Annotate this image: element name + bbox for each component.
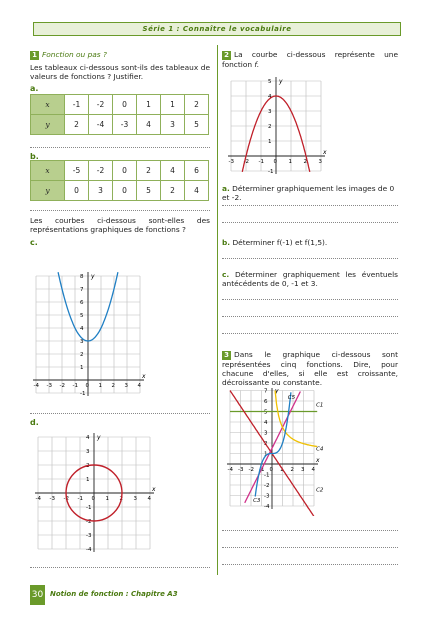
table-b-label: b. [30, 152, 39, 161]
x-tick-label: 2 [303, 159, 307, 165]
y-axis-label: y [275, 388, 279, 395]
answer-line[interactable] [222, 258, 398, 259]
table-cell: 0 [65, 181, 89, 201]
table-cell: 4 [185, 181, 209, 201]
x-tick-label: 1 [98, 383, 102, 389]
x-tick-label: 2 [290, 467, 294, 473]
y-tick-label: -3 [264, 493, 270, 500]
y-tick-label: -1 [268, 169, 274, 175]
table-cell: 4 [161, 161, 185, 181]
table-cell: 4 [137, 115, 161, 135]
y-tick-label: 6 [264, 399, 268, 405]
ex3-prompt-text: Dans le graphique ci-dessous sont représentées cinq fonctions. Dire, pour chacune d'elles, si elle est croissante, décroissante ou constante. [222, 350, 398, 387]
x-tick-label: -2 [243, 159, 249, 165]
x-tick-label: -2 [59, 383, 65, 389]
table-cell: -2 [89, 95, 113, 115]
y-tick-label: 5 [268, 79, 272, 85]
table-cell: 2 [65, 115, 89, 135]
y-tick-label: 2 [264, 441, 268, 447]
x-tick-label: 4 [147, 496, 151, 502]
table-cell: -4 [89, 115, 113, 135]
answer-line[interactable] [30, 147, 210, 148]
curve-c5 [255, 392, 291, 496]
table-a-y-row [31, 115, 209, 135]
chapter-footer: Notion de fonction : Chapitre A3 [50, 590, 178, 598]
graph-c-label: c. [30, 238, 38, 247]
x-tick-label: -3 [228, 159, 234, 165]
table-cell: 2 [161, 181, 185, 201]
table-cell: -1 [65, 95, 89, 115]
answer-line[interactable] [222, 222, 398, 223]
question-text: Déterminer graphiquement les images de 0 et -2. [222, 184, 395, 202]
y-tick-label: 2 [80, 352, 84, 358]
table-cell: 5 [185, 115, 209, 135]
answer-line[interactable] [30, 413, 210, 414]
curve-label: C1 [316, 402, 324, 409]
curve-label: C5 [287, 394, 296, 401]
table-cell: 0 [113, 95, 137, 115]
x-axis-label: x [316, 457, 320, 464]
answer-line[interactable] [222, 299, 398, 300]
curve-label: C4 [316, 446, 324, 453]
y-tick-label: 1 [86, 477, 90, 483]
ex2-question-a [222, 184, 398, 202]
table-cell: 0 [113, 161, 137, 181]
table-cell: 1 [161, 95, 185, 115]
table-a-label: a. [30, 84, 39, 93]
y-tick-label: -1 [80, 391, 86, 397]
x-tick-label: 4 [311, 467, 315, 473]
table-cell: 2 [185, 95, 209, 115]
x-tick-label: -3 [49, 496, 55, 502]
question-label: a. [222, 184, 230, 193]
y-tick-label: 1 [268, 139, 272, 145]
graph-d [30, 428, 160, 558]
y-tick-label: 5 [264, 409, 268, 416]
table-cell: y [31, 181, 65, 201]
x-tick-label: 2 [111, 383, 115, 389]
y-tick-label: 8 [80, 274, 84, 280]
y-tick-label: 7 [264, 388, 268, 395]
x-tick-label: 0 [269, 467, 273, 473]
y-axis-label: y [97, 434, 101, 441]
graph-f [222, 74, 330, 176]
y-tick-label: 4 [264, 420, 268, 426]
y-tick-label: 3 [264, 430, 268, 437]
table-cell: 3 [161, 115, 185, 135]
question-text: Déterminer f(-1) et f(1,5). [232, 238, 328, 247]
curve-label: C3 [253, 497, 261, 504]
table-cell: -2 [89, 161, 113, 181]
table-cell: x [31, 95, 65, 115]
y-tick-label: 3 [86, 449, 90, 455]
ex2-intro-text: La courbe ci-dessous représente une fonction [222, 50, 398, 69]
ex2-intro [222, 50, 398, 69]
ex3-number: 3 [222, 351, 231, 360]
table-a [30, 94, 209, 135]
y-tick-label: 7 [80, 287, 84, 293]
answer-line[interactable] [222, 316, 398, 317]
x-tick-label: -3 [238, 467, 244, 473]
table-cell: y [31, 115, 65, 135]
y-tick-label: 3 [268, 109, 272, 115]
ex1-prompt: Les tableaux ci-dessous sont-ils des tableaux de valeurs de fonctions ? Justifier. [30, 63, 210, 81]
x-tick-label: 3 [318, 159, 322, 165]
y-tick-label: -1 [264, 472, 270, 479]
graph-d-label: d. [30, 418, 39, 427]
y-tick-label: -4 [86, 547, 92, 553]
curves-prompt: Les courbes ci-dessous sont-elles des représentations graphiques de fonctions ? [30, 216, 210, 234]
table-cell: 0 [113, 181, 137, 201]
answer-line[interactable] [222, 547, 398, 548]
x-tick-label: -2 [248, 467, 254, 473]
y-tick-label: 5 [80, 313, 84, 319]
x-tick-label: -1 [258, 159, 264, 165]
x-tick-label: -1 [77, 496, 83, 502]
x-axis-label: x [323, 149, 327, 156]
x-tick-label: 3 [301, 467, 305, 473]
y-axis-label: y [91, 273, 95, 280]
table-cell: -3 [113, 115, 137, 135]
ex1-number: 1 [30, 51, 39, 60]
table-b-x-row [31, 161, 209, 181]
y-tick-label: -4 [264, 504, 270, 510]
x-tick-label: 1 [105, 496, 109, 502]
y-tick-label: -3 [86, 533, 92, 539]
y-tick-label: 1 [264, 451, 268, 458]
ex3-prompt [222, 350, 398, 387]
x-tick-label: 2 [119, 496, 123, 502]
table-cell: -5 [65, 161, 89, 181]
y-tick-label: 2 [268, 124, 272, 130]
x-axis-label: x [152, 486, 156, 493]
x-tick-label: -4 [33, 383, 39, 389]
page-number: 30 [30, 585, 45, 605]
ex2-number: 2 [222, 51, 231, 60]
x-tick-label: 1 [288, 159, 292, 165]
table-cell: 2 [137, 161, 161, 181]
x-axis-label: x [142, 373, 146, 380]
answer-line[interactable] [30, 567, 210, 568]
answer-line[interactable] [222, 205, 398, 206]
y-tick-label: -2 [86, 519, 92, 525]
x-tick-label: 0 [91, 496, 95, 502]
x-tick-label: 0 [85, 383, 89, 389]
table-a-x-row [31, 95, 209, 115]
x-tick-label: -2 [63, 496, 69, 502]
table-cell: 1 [137, 95, 161, 115]
table-cell: 6 [185, 161, 209, 181]
x-tick-label: 1 [280, 467, 284, 473]
x-tick-label: -4 [227, 467, 233, 473]
ex2-question-c [222, 270, 398, 288]
graph-five-functions [222, 388, 337, 516]
series-banner: Série 1 : Connaître le vocabulaire [33, 22, 401, 36]
question-text: Déterminer graphiquement les éventuels antécédents de 0, -1 et 3. [222, 270, 398, 288]
curve-c3 [245, 392, 301, 503]
table-b-y-row [31, 181, 209, 201]
answer-line[interactable] [222, 333, 398, 334]
ex1-title: Fonction ou pas ? [42, 50, 107, 59]
x-tick-label: 4 [137, 383, 141, 389]
y-tick-label: -2 [264, 483, 270, 489]
table-cell: 5 [137, 181, 161, 201]
table-cell: x [31, 161, 65, 181]
ex2-question-b [222, 238, 398, 247]
y-tick-label: 4 [80, 326, 84, 332]
y-tick-label: 3 [80, 339, 84, 345]
y-tick-label: 1 [80, 365, 84, 371]
question-label: c. [222, 270, 230, 279]
curve-label: C2 [316, 487, 324, 494]
question-label: b. [222, 238, 231, 247]
answer-line[interactable] [30, 210, 210, 211]
y-tick-label: -1 [86, 505, 92, 511]
y-tick-label: 4 [268, 94, 272, 100]
y-tick-label: 2 [86, 463, 90, 469]
column-divider [217, 45, 218, 575]
y-tick-label: 4 [86, 435, 90, 441]
ex2-function-name: f. [254, 60, 260, 69]
graph-c [30, 250, 150, 405]
x-tick-label: -3 [46, 383, 52, 389]
x-tick-label: -1 [259, 467, 265, 473]
answer-line[interactable] [222, 530, 398, 531]
y-tick-label: 6 [80, 300, 84, 306]
x-tick-label: -4 [35, 496, 41, 502]
y-axis-label: y [279, 78, 283, 85]
table-b [30, 160, 209, 201]
x-tick-label: 3 [133, 496, 137, 502]
answer-line[interactable] [222, 564, 398, 565]
table-cell: 3 [89, 181, 113, 201]
ex1-header [30, 50, 210, 60]
x-tick-label: 3 [124, 383, 128, 389]
x-tick-label: -1 [72, 383, 78, 389]
x-tick-label: 0 [273, 159, 277, 165]
